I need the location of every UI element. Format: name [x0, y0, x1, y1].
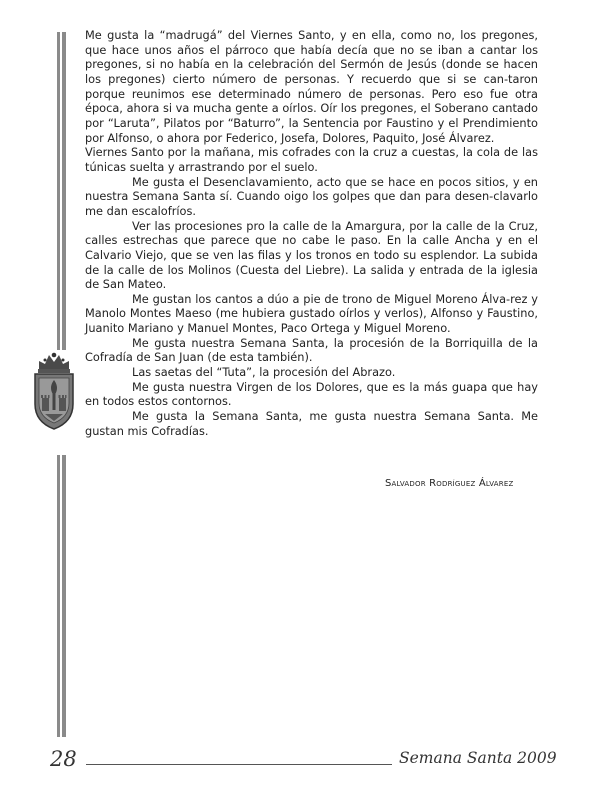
publication-title: Semana Santa 2009 — [399, 749, 557, 767]
decorative-rule-bottom — [57, 455, 66, 737]
footer-divider — [86, 764, 392, 765]
decorative-rule-top — [57, 32, 66, 350]
paragraph: Me gusta nuestra Virgen de los Dolores, que es la más guapa que hay en todos estos contornos. — [85, 379, 538, 409]
paragraph: Las saetas del “Tuta”, la procesión del Abrazo. — [132, 365, 396, 380]
paragraph: Viernes Santo por la mañana, mis cofrades con la cruz a cuestas, la cola de las túnicas suelta y arrastrando por el suelo. — [85, 145, 538, 174]
article-body — [85, 28, 538, 438]
paragraph: Me gustan los cantos a dúo a pie de trono de Miguel Moreno Álva-rez y Manolo Montes Maeso (me hubiera gustado oírlos y verlos), Alfonso y Faustino, Juanito Mariano y Manuel Montes, Paco Ortega y Miguel Moreno. — [85, 291, 538, 336]
page-footer — [0, 740, 591, 780]
author-signature: Salvador Rodríguez Álvarez — [385, 478, 514, 489]
paragraph: Me gusta la Semana Santa, me gusta nuestra Semana Santa. Me gustan mis Cofradías. — [85, 409, 538, 438]
page-number: 28 — [50, 747, 77, 771]
coat-of-arms-icon — [31, 352, 77, 430]
paragraph: Me gusta el Desenclavamiento, acto que se hace en pocos sitios, y en nuestra Semana Santa sí. Cuando oigo los golpes que dan para desen-clavarlo me dan escalofríos. — [85, 174, 538, 218]
paragraph: Me gusta la “madrugá” del Viernes Santo, y en ella, como no, los pregones, que hace unos años el párroco que había decía que no se iban a cantar los pregones, si no había en la celebración del Sermón de Jesús (donde se hacen los pregones) cierto número de personas. Y recuerdo que si se can-taron porque reunimos ese determinado número de personas. Pero eso fue otra época, ahora si va mucha gente a oírlos. Oír los pregones, el Soberano cantado por “Laruta”, Pilatos por “Baturro”, la Sentencia por Faustino y el Prendimiento por Alfonso, o ahora por Federico, Josefa, Dolores, Paquito, José Álvarez. — [85, 28, 538, 145]
paragraph: Me gusta nuestra Semana Santa, la procesión de la Borriquilla de la Cofradía de San Juan (de esta también). — [85, 335, 538, 365]
paragraph: Ver las procesiones pro la calle de la Amargura, por la calle de la Cruz, calles estrechas que parece que no cabe le paso. En la calle Ancha y en el Calvario Viejo, que se ven las filas y los tronos en todo su esplendor. La subida de la calle de los Molinos (Cuesta del Liebre). La salida y entrada de la iglesia de San Mateo. — [85, 218, 538, 292]
